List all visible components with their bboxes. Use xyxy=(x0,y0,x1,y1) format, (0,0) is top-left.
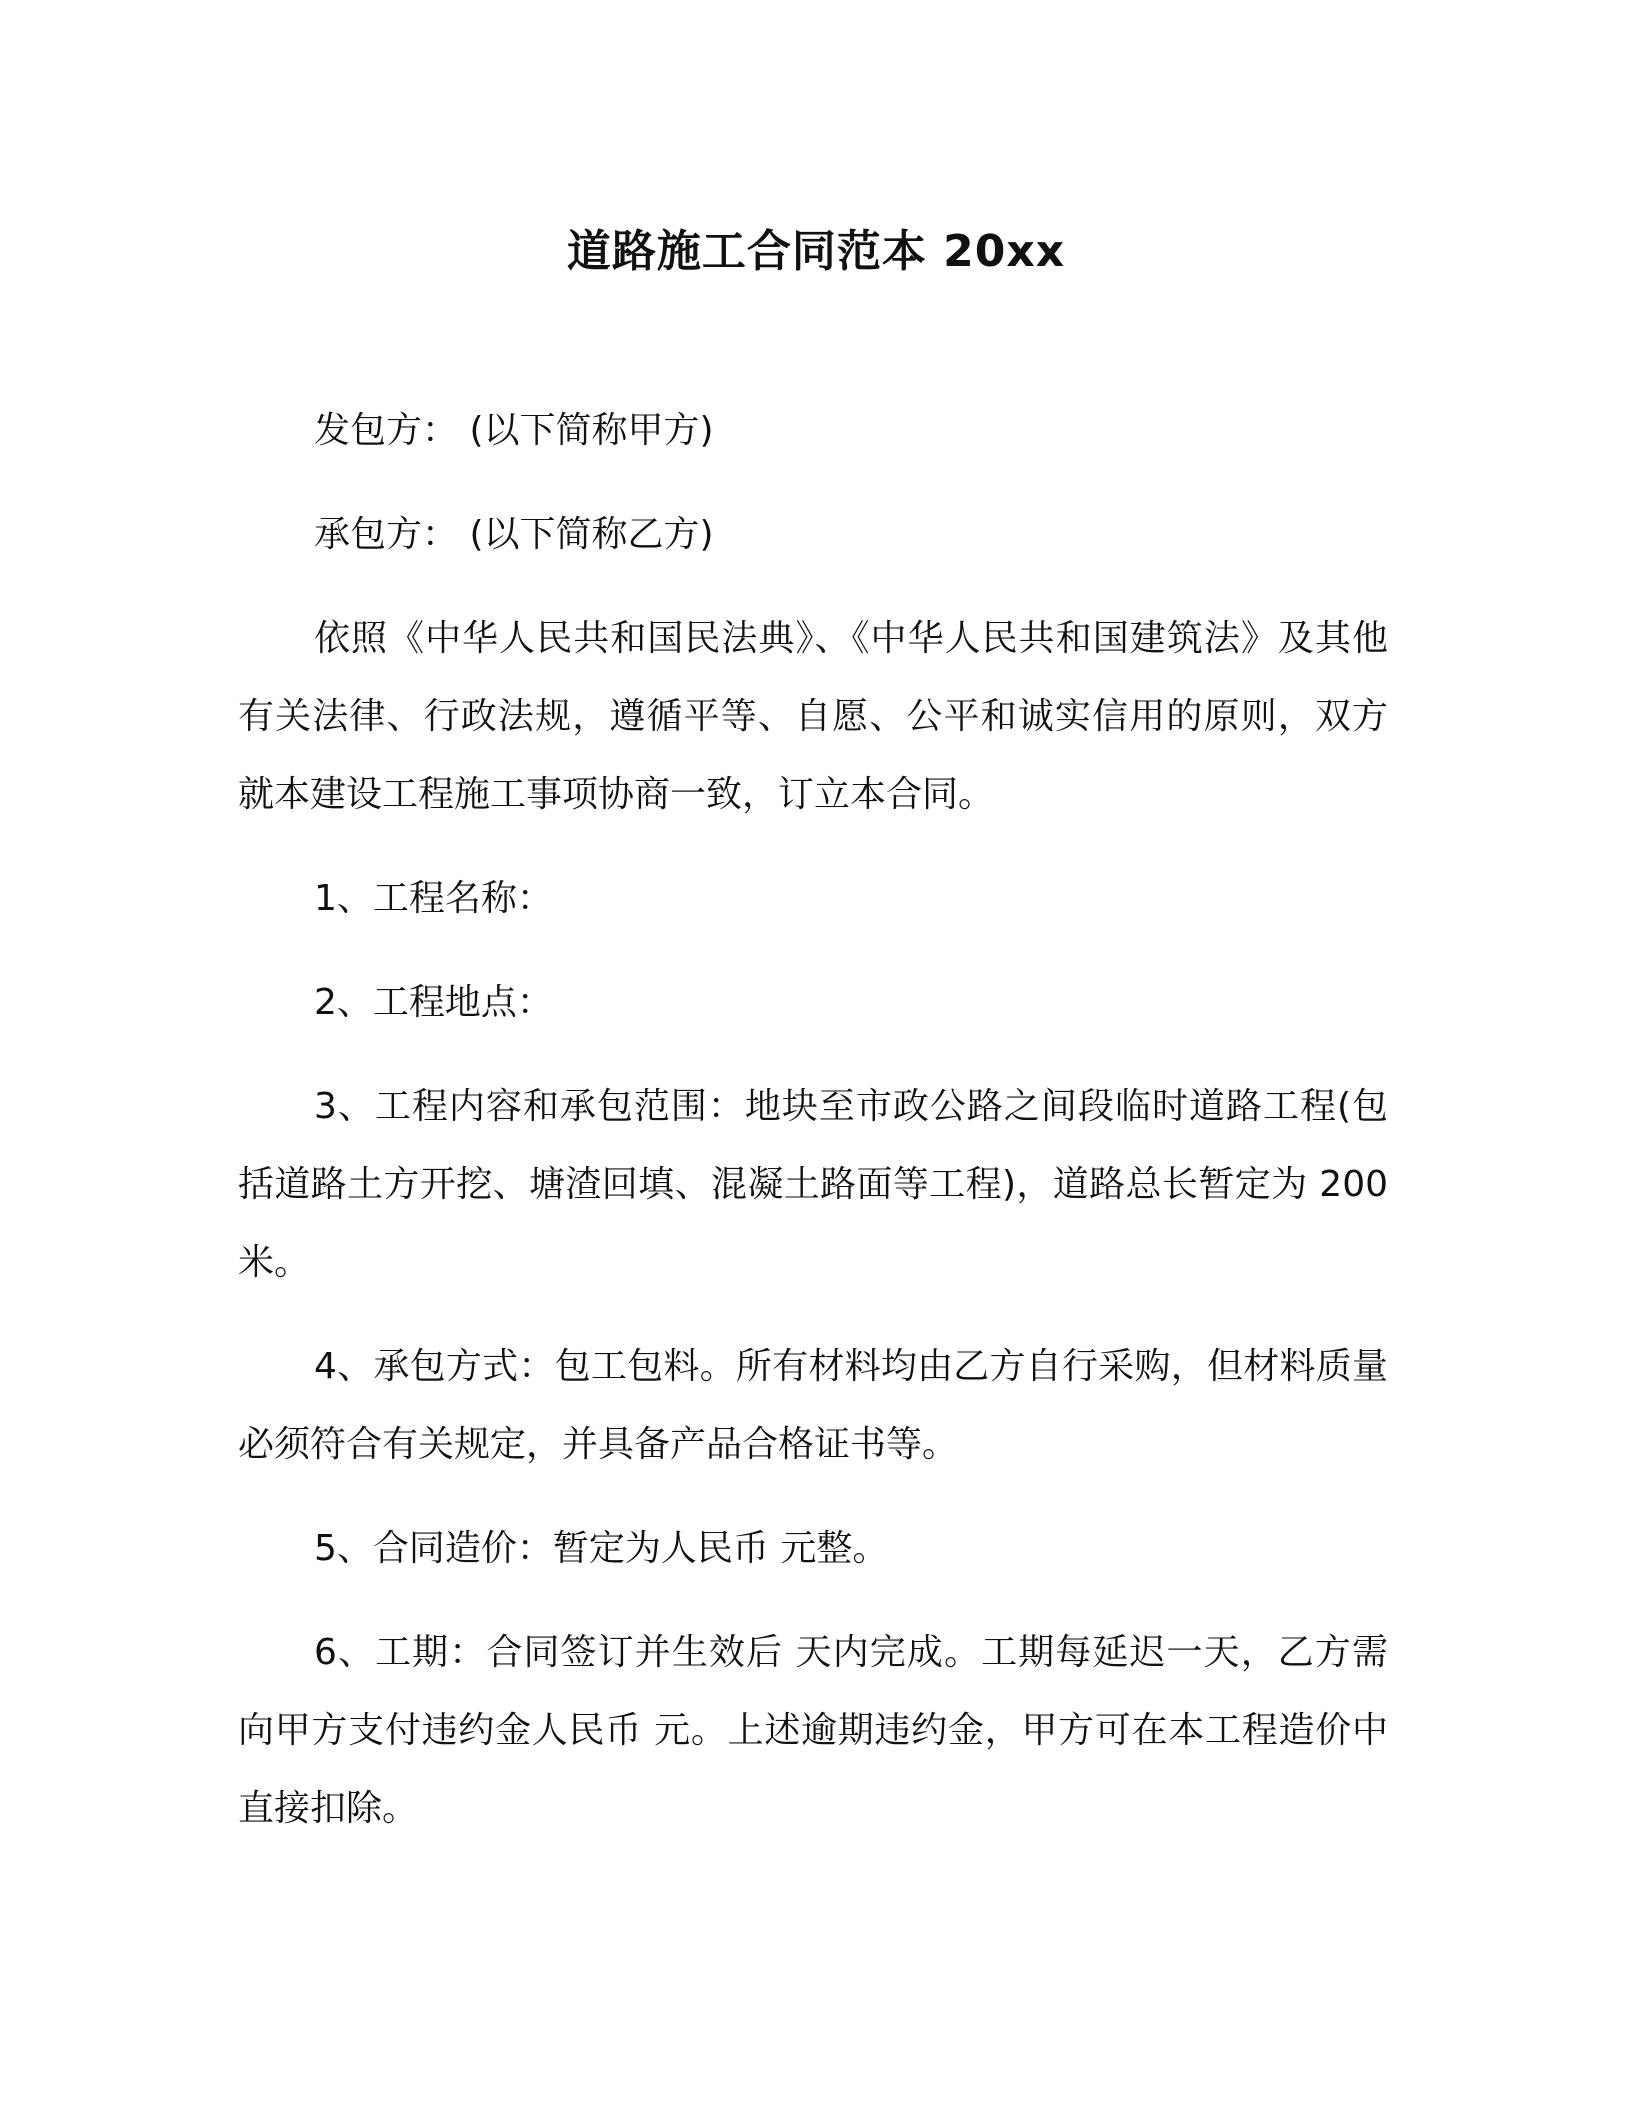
party-b-line: 承包方： (以下简称乙方) xyxy=(314,514,714,555)
clause-construction-period: 6、工期：合同签订并生效后 天内完成。工期每延迟一天，乙方需向甲方支付违约金人民币 元。上述逾期违约金，甲方可在本工程造价中直接扣除。 xyxy=(238,1632,1388,1829)
clause-project-location: 2、工程地点： xyxy=(314,982,553,1023)
clause-contract-method: 4、承包方式：包工包料。所有材料均由乙方自行采购，但材料质量必须符合有关规定，并具备产品合格证书等。 xyxy=(238,1346,1388,1465)
document-body xyxy=(238,392,1388,1874)
preamble-paragraph: 依照《中华人民共和国民法典》、《中华人民共和国建筑法》及其他有关法律、行政法规，遵循平等、自愿、公平和诚实信用的原则，双方就本建设工程施工事项协商一致，订立本合同。 xyxy=(238,618,1388,815)
clause-contract-price: 5、合同造价：暂定为人民币 元整。 xyxy=(314,1528,889,1569)
party-a-line: 发包方： (以下简称甲方) xyxy=(314,410,714,451)
document-title: 道路施工合同范本 20xx xyxy=(566,226,1066,277)
clause-project-name: 1、工程名称： xyxy=(314,878,553,919)
clause-project-scope: 3、工程内容和承包范围：地块至市政公路之间段临时道路工程(包括道路土方开挖、塘渣回填、混凝土路面等工程)，道路总长暂定为 200 米。 xyxy=(238,1086,1388,1283)
